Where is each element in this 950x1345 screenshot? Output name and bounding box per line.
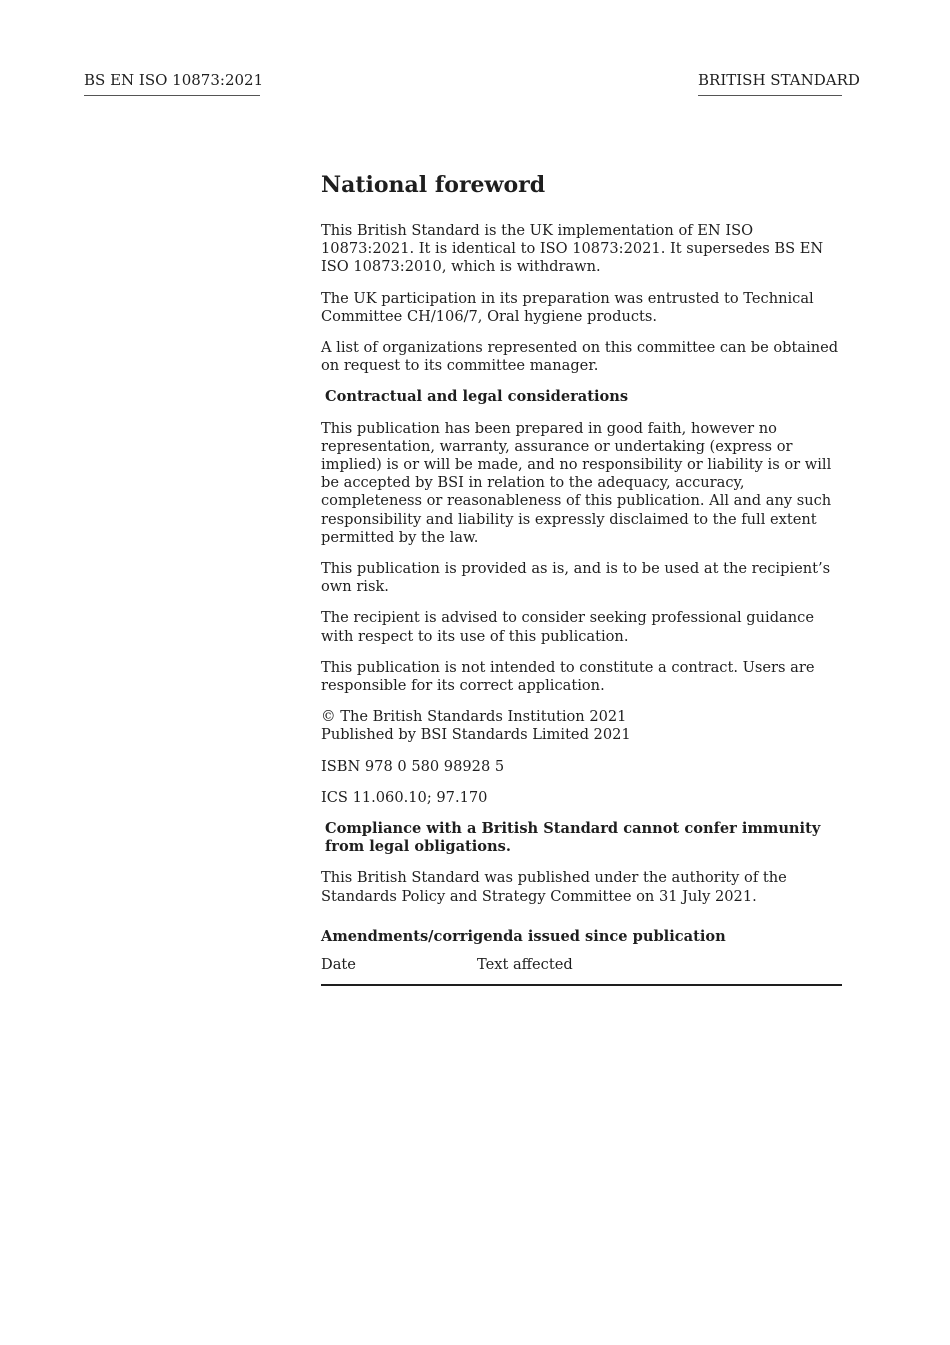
paragraph-committee-list: A list of organizations represented on this committee can be obtained on request to its committee manager.	[321, 339, 839, 375]
amendments-col-date: Date	[321, 956, 356, 974]
paragraph-authority: This British Standard was published under the authority of the Standards Policy and Strategy Committee on 31 July 2021.	[321, 869, 787, 905]
copyright-line: © The British Standards Institution 2021	[321, 708, 627, 726]
foreword-content	[321, 170, 842, 986]
paragraph-own-risk: This publication is provided as is, and is to be used at the recipient’s own risk.	[321, 560, 831, 596]
page-title: National foreword	[321, 172, 546, 198]
amendments-table	[321, 956, 842, 986]
paragraph-guidance: The recipient is advised to consider seeking professional guidance with respect to its use of this publication.	[321, 609, 814, 645]
paragraph-implementation: This British Standard is the UK implementation of EN ISO 10873:2021. It is identical to ISO 10873:2021. It supersedes BS EN ISO 10873:2010, which is withdrawn.	[321, 222, 824, 276]
contractual-heading: Contractual and legal considerations	[325, 388, 629, 406]
paragraph-participation: The UK participation in its preparation was entrusted to Technical Committee CH/106/7, Oral hygiene products.	[321, 289, 814, 325]
paragraph-good-faith: This publication has been prepared in good faith, however no representation, warranty, assurance or undertaking (express or implied) is or will be made, and no responsibility or liability is or will be accepted by BSI in relation to the adequacy, accuracy, completeness or reasonableness of this publication. All and any such responsibility and liability is expressly disclaimed to the full extent permitted by the law.	[321, 419, 832, 546]
ics: ICS 11.060.10; 97.170	[321, 788, 488, 806]
header-standard-number: BS EN ISO 10873:2021	[84, 71, 260, 96]
isbn: ISBN 978 0 580 98928 5	[321, 757, 505, 775]
publisher-line: Published by BSI Standards Limited 2021	[321, 726, 631, 744]
compliance-notice: Compliance with a British Standard cannot confer immunity from legal obligations.	[325, 820, 821, 856]
header-british-standard: BRITISH STANDARD	[698, 71, 842, 96]
paragraph-not-contract: This publication is not intended to constitute a contract. Users are responsible for its correct application.	[321, 658, 815, 695]
amendments-col-text: Text affected	[477, 956, 573, 974]
copyright-block	[321, 708, 842, 744]
amendments-heading: Amendments/corrigenda issued since publication	[321, 927, 726, 945]
